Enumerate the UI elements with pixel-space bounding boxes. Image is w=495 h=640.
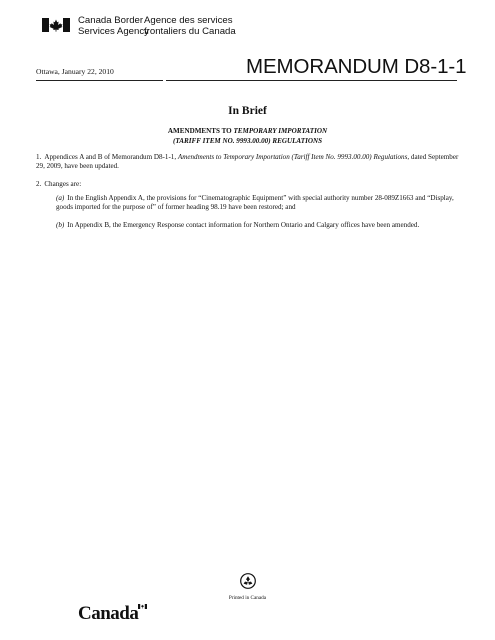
sub-item-a <box>56 194 460 213</box>
subtitle-line1-italic: TEMPORARY IMPORTATION <box>233 127 328 135</box>
list-item-2 <box>36 180 461 189</box>
sub-item-text: In Appendix B, the Emergency Response contact information for Northern Ontario and Calgary offices have been amended. <box>67 221 420 229</box>
agency-name-english: Canada Border Services Agency <box>78 15 149 37</box>
item-text-italic: Amendments to Temporary Importation (Tariff Item No. 9993.00.00) Regulations <box>177 153 408 161</box>
recycling-symbol-icon <box>240 573 256 589</box>
sub-item-letter: (b) <box>56 221 65 229</box>
header-rule-right <box>166 80 457 81</box>
sub-item-text: In the English Appendix A, the provisions for “Cinematographic Equipment” with special authority number 28-089Z1663 and “Display, goods imported for the purpose of” of former heading 98.19 have been restored; and <box>56 194 454 212</box>
memo-title: MEMORANDUM D8-1-1 <box>246 55 467 78</box>
canada-flag-symbol-icon <box>42 18 70 32</box>
item-text: Appendices A and B of Memorandum D8-1-1, <box>44 153 178 161</box>
header-rule-left <box>36 80 163 81</box>
printed-in-canada: Printed in Canada <box>228 595 267 601</box>
subtitle-line2: (TARIFF ITEM NO. 9993.00.00) REGULATIONS <box>172 136 323 145</box>
wordmark-flag-icon <box>138 604 147 609</box>
item-number: 1. <box>36 153 42 161</box>
item-text: , dated September 29, 2009, have been updated. <box>36 153 459 171</box>
list-item-1 <box>36 153 461 172</box>
memo-date: Ottawa, January 22, 2010 <box>36 67 114 76</box>
sub-item-b <box>56 221 460 230</box>
agency-name-french: Agence des services frontaliers du Canada <box>144 15 236 37</box>
section-heading: In Brief <box>228 105 267 117</box>
item-text: Changes are: <box>44 180 82 188</box>
memo-subtitle <box>0 127 495 146</box>
item-number: 2. <box>36 180 42 188</box>
canada-wordmark: Canada <box>78 603 139 624</box>
sub-item-letter: (a) <box>56 194 65 202</box>
subtitle-line1: AMENDMENTS TO <box>167 127 234 135</box>
